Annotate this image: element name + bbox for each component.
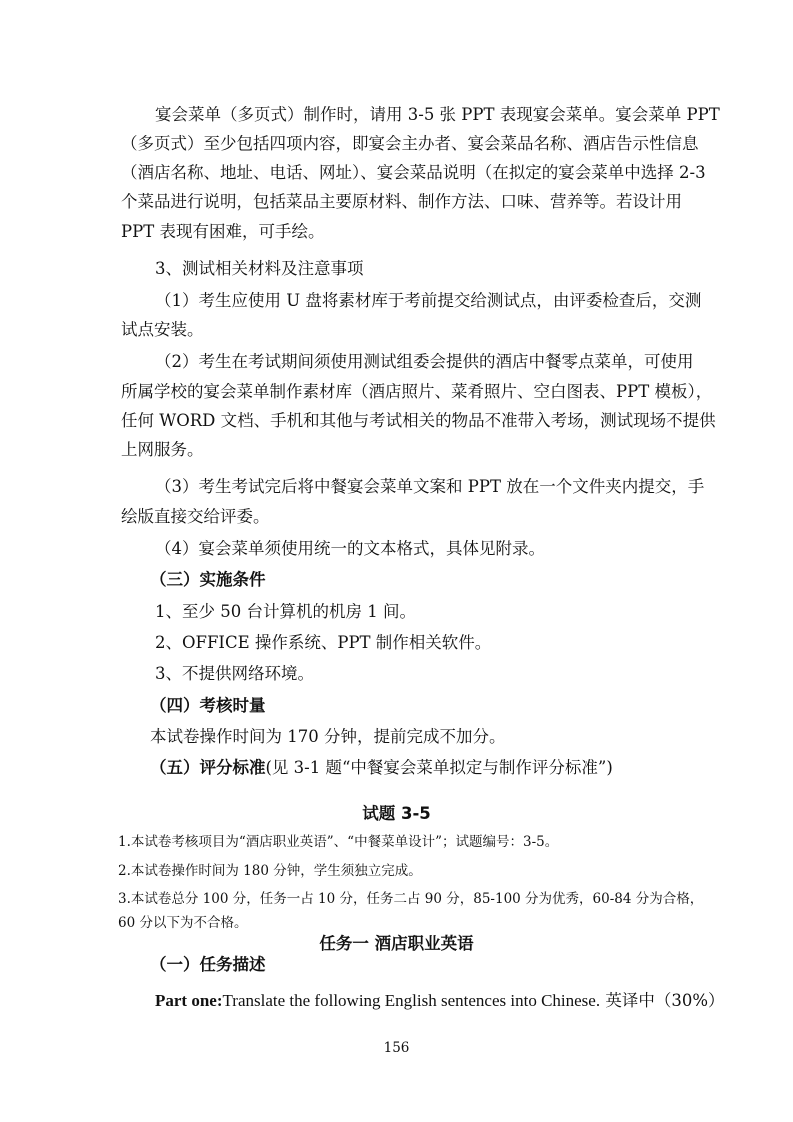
part-one-weight: 英译中（30%） [600, 991, 725, 1010]
question-note-3-line-2: 60 分以下为不合格。 [118, 915, 248, 931]
intro-line-5: PPT 表现有困难，可手绘。 [121, 222, 325, 241]
time-heading: （四）考核时量 [150, 696, 266, 715]
materials-p2-line-4: 上网服务。 [121, 440, 204, 459]
materials-heading: 3、测试相关材料及注意事项 [155, 259, 364, 278]
materials-p3-line-1: （3）考生考试完后将中餐宴会菜单文案和 PPT 放在一个文件夹内提交，手 [155, 477, 705, 496]
question-title: 试题 3-5 [362, 804, 431, 823]
materials-p2-line-1: （2）考生在考试期间须使用测试组委会提供的酒店中餐零点菜单，可使用 [155, 352, 694, 371]
question-note-1: 1.本试卷考核项目为“酒店职业英语”、“中餐菜单设计”；试题编号：3-5。 [118, 834, 559, 850]
part-one-label: Part one: [155, 991, 223, 1010]
task1-title: 任务一 酒店职业英语 [319, 934, 474, 953]
time-text: 本试卷操作时间为 170 分钟，提前完成不加分。 [150, 727, 506, 746]
scoring-heading: （五）评分标准 [150, 758, 266, 777]
task1-part-one [155, 989, 725, 1013]
question-note-3-line-1: 3.本试卷总分 100 分，任务一占 10 分，任务二占 90 分，85-100 分为优秀，60-84 分为合格， [118, 891, 704, 907]
materials-p1-line-1: （1）考生应使用 U 盘将素材库于考前提交给测试点，由评委检查后，交测 [155, 291, 702, 310]
part-one-instruction: Translate the following English sentences into Chinese. [222, 991, 601, 1010]
materials-p4: （4）宴会菜单须使用统一的文本格式，具体见附录。 [155, 539, 545, 558]
conditions-item-1: 1、至少 50 台计算机的机房 1 间。 [155, 602, 416, 621]
conditions-item-2: 2、OFFICE 操作系统、PPT 制作相关软件。 [155, 633, 492, 652]
materials-p3-line-2: 绘版直接交给评委。 [121, 507, 270, 526]
conditions-heading: （三）实施条件 [150, 570, 266, 589]
intro-line-4: 个菜品进行说明，包括菜品主要原材料、制作方法、口味、营养等。若设计用 [121, 192, 682, 211]
conditions-item-3: 3、不提供网络环境。 [155, 664, 314, 683]
materials-p2-line-2: 所属学校的宴会菜单制作素材库（酒店照片、菜肴照片、空白图表、PPT 模板）， [121, 382, 713, 401]
materials-p1-line-2: 试点安装。 [121, 320, 204, 339]
scoring-line [150, 756, 613, 780]
materials-p2-line-3: 任何 WORD 文档、手机和其他与考试相关的物品不准带入考场，测试现场不提供 [121, 411, 716, 430]
intro-line-3: （酒店名称、地址、电话、网址）、宴会菜品说明（在拟定的宴会菜单中选择 2-3 [121, 163, 706, 182]
question-note-2: 2.本试卷操作时间为 180 分钟，学生须独立完成。 [118, 863, 422, 879]
task1-description-heading: （一）任务描述 [150, 955, 266, 974]
intro-line-1: 宴会菜单（多页式）制作时，请用 3-5 张 PPT 表现宴会菜单。宴会菜单 PPT [155, 105, 720, 124]
intro-line-2: （多页式）至少包括四项内容，即宴会主办者、宴会菜品名称、酒店告示性信息 [121, 134, 699, 153]
scoring-text: (见 3-1 题“中餐宴会菜单拟定与制作评分标准”) [265, 758, 613, 777]
page-number: 156 [383, 1040, 410, 1056]
